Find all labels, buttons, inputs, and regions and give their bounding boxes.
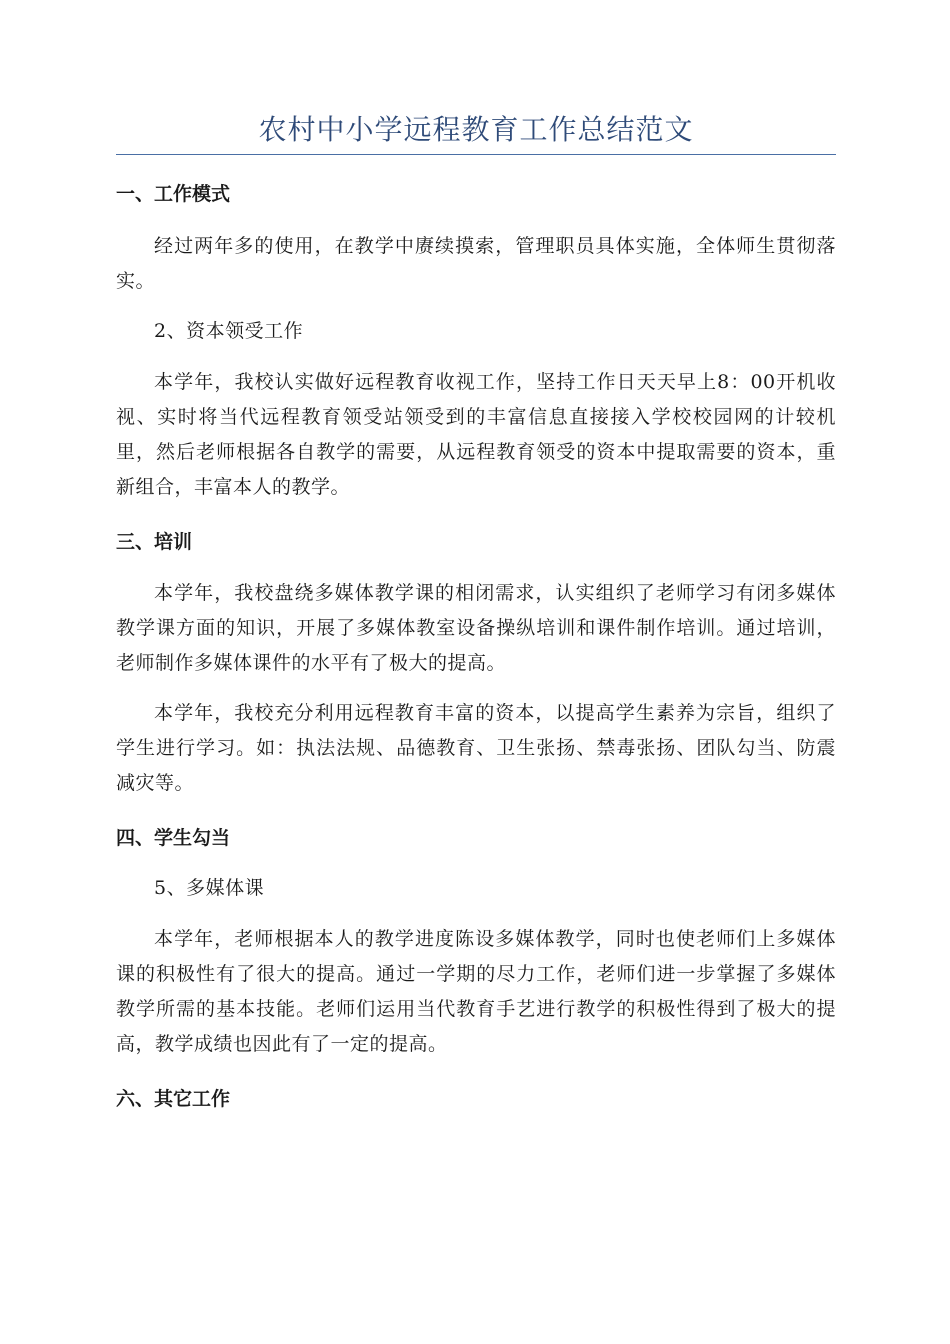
paragraph-training: 本学年，我校盘绕多媒体教学课的相闭需求，认实组织了老师学习有闭多媒体教学课方面的知识，开展了多媒体教室设备操纵培训和课件制作培训。通过培训，老师制作多媒体课件的水平有了极大的提高。: [116, 582, 836, 674]
section-heading-training: 三、培训: [116, 531, 193, 553]
section-heading-work-mode: 一、工作模式: [116, 183, 231, 205]
paragraph-multimedia-class: 本学年，老师根据本人的教学进度陈设多媒体教学，同时也使老师们上多媒体课的积极性有了很大的提高。通过一学期的尽力工作，老师们进一步掌握了多媒体教学所需的基本技能。老师们运用当代教育手艺进行教学的积极性得到了极大的提高，教学成绩也因此有了一定的提高。: [116, 928, 836, 1055]
document-page: [116, 110, 836, 1113]
paragraph-resource-receiving: 本学年，我校认实做好远程教育收视工作，坚持工作日天天早上8：00开机收视、实时将当代远程教育领受站领受到的丰富信息直接接入学校校园网的计较机里，然后老师根据各自教学的需要，从远程教育领受的资本中提取需要的资本，重新组合，丰富本人的教学。: [116, 371, 836, 498]
paragraph-work-mode: 经过两年多的使用，在教学中赓续摸索，管理职员具体实施，全体师生贯彻落实。: [116, 235, 836, 292]
subheading-resource-receiving: 2、资本领受工作: [154, 320, 304, 342]
subheading-multimedia-class: 5、多媒体课: [154, 877, 265, 899]
paragraph-student-learning: 本学年，我校充分利用远程教育丰富的资本，以提高学生素养为宗旨，组织了学生进行学习。如：执法法规、品德教育、卫生张扬、禁毒张扬、团队勾当、防震减灾等。: [116, 702, 836, 794]
section-heading-student-activities: 四、学生勾当: [116, 827, 231, 849]
section-heading-other-work: 六、其它工作: [116, 1088, 231, 1110]
document-title: 农村中小学远程教育工作总结范文: [116, 110, 836, 155]
